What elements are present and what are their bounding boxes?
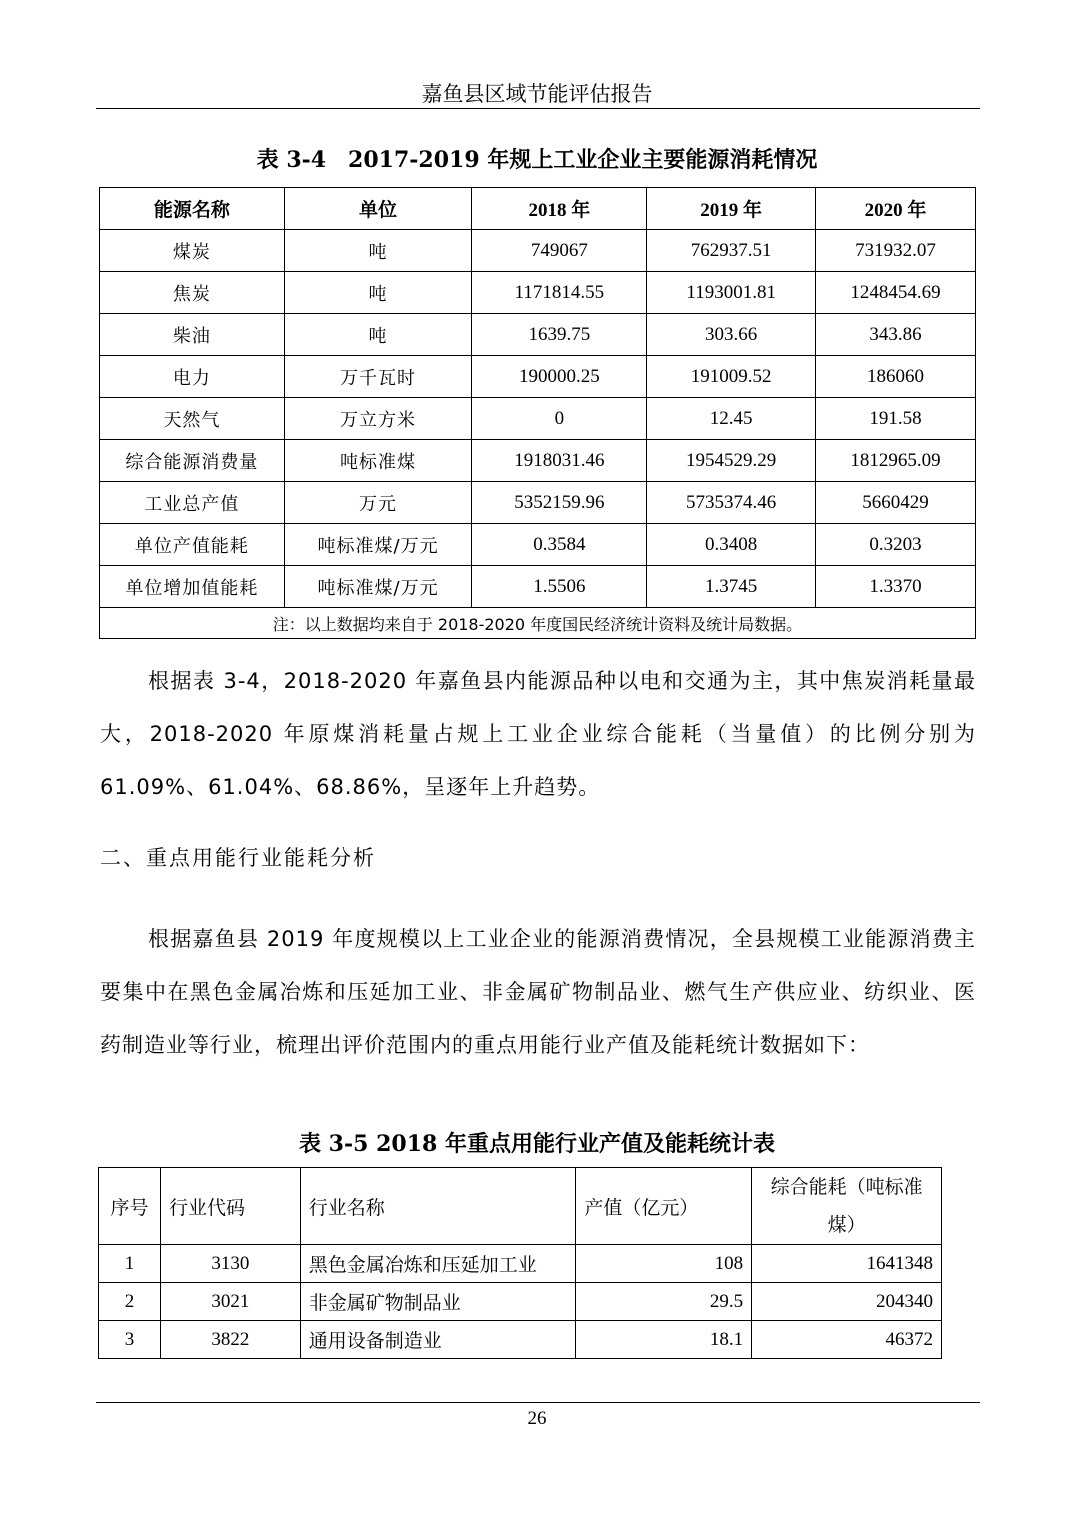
energy-name-cell: 综合能源消费量: [100, 440, 285, 482]
energy-name-cell: 天然气: [100, 398, 285, 440]
column-header: 2020 年: [816, 188, 976, 230]
value-cell: 1.3745: [647, 566, 816, 608]
value-cell: 186060: [816, 356, 976, 398]
unit-cell: 吨标准煤: [284, 440, 472, 482]
table-header-row: [99, 1168, 942, 1245]
table-row: [100, 230, 976, 272]
table-row: [100, 440, 976, 482]
table-note-row: [100, 608, 976, 639]
value-cell: 1.3370: [816, 566, 976, 608]
energy-name-cell: 焦炭: [100, 272, 285, 314]
table-row: [100, 566, 976, 608]
value-cell: 1639.75: [472, 314, 647, 356]
value-cell: 5660429: [816, 482, 976, 524]
code-cell: 3822: [160, 1321, 300, 1359]
energy-consumption-table: [99, 187, 976, 639]
value-cell: 191.58: [816, 398, 976, 440]
value-cell: 303.66: [647, 314, 816, 356]
page-number: 26: [527, 1408, 547, 1429]
column-header: 行业代码: [160, 1168, 300, 1245]
column-header: 综合能耗（吨标准煤）: [752, 1168, 942, 1245]
column-header: 产值（亿元）: [576, 1168, 752, 1245]
value-cell: 0: [472, 398, 647, 440]
value-cell: 1248454.69: [816, 272, 976, 314]
industry-energy-table: [98, 1167, 942, 1359]
column-header: 能源名称: [100, 188, 285, 230]
unit-cell: 万元: [284, 482, 472, 524]
value-cell: 762937.51: [647, 230, 816, 272]
value-cell: 5352159.96: [472, 482, 647, 524]
energy-name-cell: 单位增加值能耗: [100, 566, 285, 608]
unit-cell: 吨: [284, 314, 472, 356]
table-row: [99, 1245, 942, 1283]
analysis-paragraph: 根据表 3-4，2018-2020 年嘉鱼县内能源品种以电和交通为主，其中焦炭消耗量最大，2018-2020 年原煤消耗量占规上工业企业综合能耗（当量值）的比例分别为 61.09%、61.04%、68.86%，呈逐年上升趋势。: [100, 669, 976, 799]
table-row: [100, 314, 976, 356]
unit-cell: 万千瓦时: [284, 356, 472, 398]
value-cell: 0.3408: [647, 524, 816, 566]
table-row: [99, 1321, 942, 1359]
page-header: 嘉鱼县区域节能评估报告: [421, 82, 653, 106]
column-header: 2018 年: [472, 188, 647, 230]
code-cell: 3021: [160, 1283, 300, 1321]
energy-name-cell: 电力: [100, 356, 285, 398]
table-row: [100, 272, 976, 314]
energy-cell: 46372: [752, 1321, 942, 1359]
value-cell: 749067: [472, 230, 647, 272]
unit-cell: 万立方米: [284, 398, 472, 440]
unit-cell: 吨: [284, 272, 472, 314]
column-header: 序号: [99, 1168, 161, 1245]
footer-rule: [96, 1402, 980, 1403]
section-heading: 二、重点用能行业能耗分析: [100, 846, 376, 870]
output-cell: 18.1: [576, 1321, 752, 1359]
column-header: 2019 年: [647, 188, 816, 230]
unit-cell: 吨标准煤/万元: [284, 524, 472, 566]
unit-cell: 吨标准煤/万元: [284, 566, 472, 608]
value-cell: 191009.52: [647, 356, 816, 398]
energy-name-cell: 单位产值能耗: [100, 524, 285, 566]
value-cell: 1812965.09: [816, 440, 976, 482]
industry-name-cell: 通用设备制造业: [300, 1321, 576, 1359]
value-cell: 343.86: [816, 314, 976, 356]
intro-paragraph: 根据嘉鱼县 2019 年度规模以上工业企业的能源消费情况，全县规模工业能源消费主要集中在黑色金属冶炼和压延加工业、非金属矿物制品业、燃气生产供应业、纺织业、医药制造业等行业，梳理出评价范围内的重点用能行业产值及能耗统计数据如下：: [100, 927, 976, 1057]
table-row: [100, 482, 976, 524]
table-row: [100, 524, 976, 566]
output-cell: 108: [576, 1245, 752, 1283]
index-cell: 1: [99, 1245, 161, 1283]
table-row: [100, 398, 976, 440]
value-cell: 190000.25: [472, 356, 647, 398]
value-cell: 12.45: [647, 398, 816, 440]
value-cell: 5735374.46: [647, 482, 816, 524]
value-cell: 731932.07: [816, 230, 976, 272]
column-header: 单位: [284, 188, 472, 230]
energy-name-cell: 工业总产值: [100, 482, 285, 524]
value-cell: 0.3584: [472, 524, 647, 566]
industry-name-cell: 非金属矿物制品业: [300, 1283, 576, 1321]
energy-cell: 204340: [752, 1283, 942, 1321]
table1-title: 表 3-4 2017-2019 年规上工业企业主要能源消耗情况: [256, 147, 818, 173]
table2-title: 表 3-5 2018 年重点用能行业产值及能耗统计表: [299, 1131, 775, 1157]
table-note: 注：以上数据均来自于 2018-2020 年度国民经济统计资料及统计局数据。: [100, 608, 976, 639]
value-cell: 1193001.81: [647, 272, 816, 314]
value-cell: 1918031.46: [472, 440, 647, 482]
index-cell: 2: [99, 1283, 161, 1321]
value-cell: 1954529.29: [647, 440, 816, 482]
value-cell: 1171814.55: [472, 272, 647, 314]
energy-name-cell: 柴油: [100, 314, 285, 356]
code-cell: 3130: [160, 1245, 300, 1283]
industry-name-cell: 黑色金属冶炼和压延加工业: [300, 1245, 576, 1283]
energy-name-cell: 煤炭: [100, 230, 285, 272]
column-header: 行业名称: [300, 1168, 576, 1245]
output-cell: 29.5: [576, 1283, 752, 1321]
table-row: [99, 1283, 942, 1321]
value-cell: 0.3203: [816, 524, 976, 566]
index-cell: 3: [99, 1321, 161, 1359]
value-cell: 1.5506: [472, 566, 647, 608]
unit-cell: 吨: [284, 230, 472, 272]
energy-cell: 1641348: [752, 1245, 942, 1283]
table-header-row: [100, 188, 976, 230]
table-row: [100, 356, 976, 398]
header-rule: [96, 108, 980, 109]
